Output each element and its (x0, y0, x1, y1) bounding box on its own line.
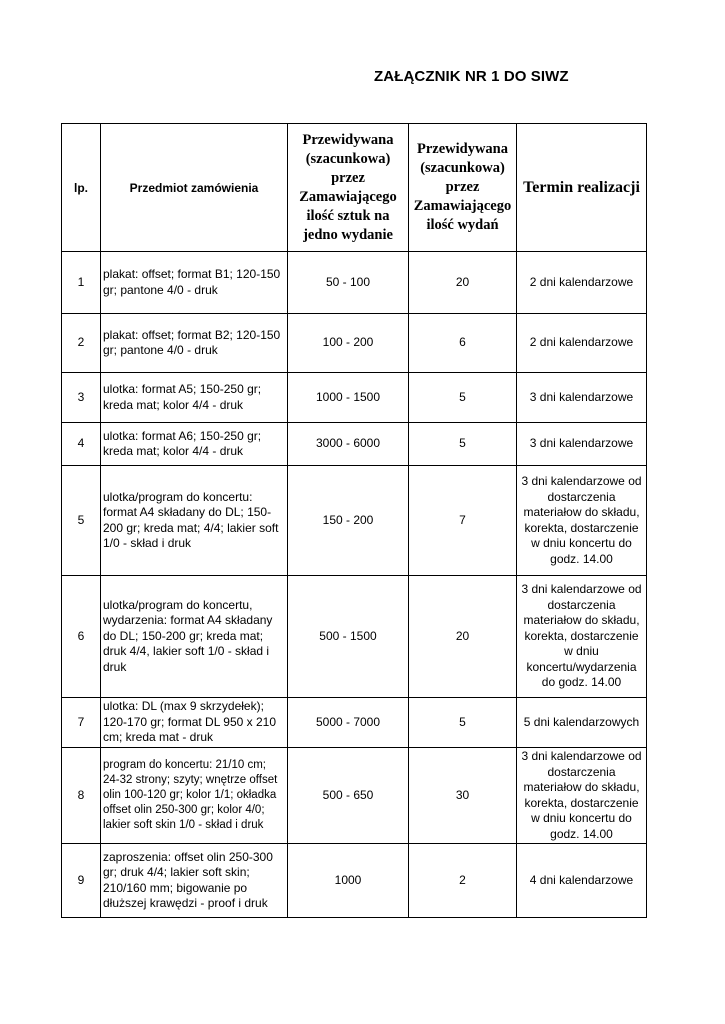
table-row (62, 252, 647, 314)
cell-quantity: 1000 (288, 844, 409, 918)
header-editions: Przewidywana (szacunkowa) przez Zamawiającego ilość wydań (409, 124, 517, 252)
header-term: Termin realizacji (517, 124, 647, 252)
cell-lp: 7 (62, 698, 101, 748)
cell-editions: 6 (409, 314, 517, 373)
order-table (61, 123, 647, 918)
header-item: Przedmiot zamówienia (101, 124, 288, 252)
cell-term: 2 dni kalendarzowe (517, 314, 647, 373)
cell-lp: 9 (62, 844, 101, 918)
table-row (62, 576, 647, 698)
cell-lp: 2 (62, 314, 101, 373)
cell-editions: 5 (409, 698, 517, 748)
cell-item: ulotka/program do koncertu: format A4 składany do DL; 150-200 gr; kreda mat; 4/4; lakier soft 1/0 - skład i druk (101, 466, 288, 576)
cell-item: ulotka: format A5; 150-250 gr; kreda mat; kolor 4/4 - druk (101, 373, 288, 423)
cell-quantity: 100 - 200 (288, 314, 409, 373)
cell-item: program do koncertu: 21/10 cm; 24-32 strony; szyty; wnętrze offset olin 100-120 gr; kolor 1/1; okładka offset olin 250-300 gr; kolor 4/0; lakier soft skin 1/0 - skład i druk (101, 748, 288, 844)
cell-term: 3 dni kalendarzowe od dostarczenia materiałow do składu, korekta, dostarczenie w dniu koncertu do godz. 14.00 (517, 748, 647, 844)
cell-lp: 1 (62, 252, 101, 314)
cell-quantity: 5000 - 7000 (288, 698, 409, 748)
cell-quantity: 3000 - 6000 (288, 423, 409, 466)
cell-item: ulotka: DL (max 9 skrzydełek); 120-170 gr; format DL 950 x 210 cm; kreda mat - druk (101, 698, 288, 748)
table-row (62, 314, 647, 373)
table-row (62, 466, 647, 576)
cell-lp: 4 (62, 423, 101, 466)
cell-lp: 6 (62, 576, 101, 698)
cell-editions: 5 (409, 373, 517, 423)
header-quantity: Przewidywana (szacunkowa) przez Zamawiającego ilość sztuk na jedno wydanie (288, 124, 409, 252)
cell-term: 2 dni kalendarzowe (517, 252, 647, 314)
cell-item: plakat: offset; format B1; 120-150 gr; pantone 4/0 - druk (101, 252, 288, 314)
cell-lp: 8 (62, 748, 101, 844)
cell-quantity: 1000 - 1500 (288, 373, 409, 423)
cell-term: 4 dni kalendarzowe (517, 844, 647, 918)
cell-quantity: 150 - 200 (288, 466, 409, 576)
cell-lp: 3 (62, 373, 101, 423)
table-row (62, 698, 647, 748)
table-row (62, 423, 647, 466)
table-row (62, 748, 647, 844)
document-title: ZAŁĄCZNIK NR 1 DO SIWZ (374, 68, 569, 85)
cell-item: ulotka: format A6; 150-250 gr; kreda mat; kolor 4/4 - druk (101, 423, 288, 466)
cell-quantity: 500 - 650 (288, 748, 409, 844)
table-header-row (62, 124, 647, 252)
cell-term: 3 dni kalendarzowe (517, 423, 647, 466)
cell-term: 5 dni kalendarzowych (517, 698, 647, 748)
cell-item: zaproszenia: offset olin 250-300 gr; druk 4/4; lakier soft skin; 210/160 mm; bigowanie po dłuższej krawędzi - proof i druk (101, 844, 288, 918)
cell-item: plakat: offset; format B2; 120-150 gr; pantone 4/0 - druk (101, 314, 288, 373)
cell-editions: 20 (409, 576, 517, 698)
cell-term: 3 dni kalendarzowe od dostarczenia materiałow do składu, korekta, dostarczenie w dniu koncertu do godz. 14.00 (517, 466, 647, 576)
cell-editions: 2 (409, 844, 517, 918)
cell-term: 3 dni kalendarzowe od dostarczenia materiałow do składu, korekta, dostarczenie w dniu koncertu/wydarzenia do godz. 14.00 (517, 576, 647, 698)
cell-editions: 30 (409, 748, 517, 844)
cell-editions: 5 (409, 423, 517, 466)
header-lp: lp. (62, 124, 101, 252)
cell-editions: 7 (409, 466, 517, 576)
cell-term: 3 dni kalendarzowe (517, 373, 647, 423)
cell-quantity: 50 - 100 (288, 252, 409, 314)
cell-editions: 20 (409, 252, 517, 314)
table-row (62, 373, 647, 423)
cell-item: ulotka/program do koncertu, wydarzenia: format A4 składany do DL; 150-200 gr; kreda mat; druk 4/4, lakier soft 1/0 - skład i druk (101, 576, 288, 698)
table-row (62, 844, 647, 918)
cell-lp: 5 (62, 466, 101, 576)
cell-quantity: 500 - 1500 (288, 576, 409, 698)
